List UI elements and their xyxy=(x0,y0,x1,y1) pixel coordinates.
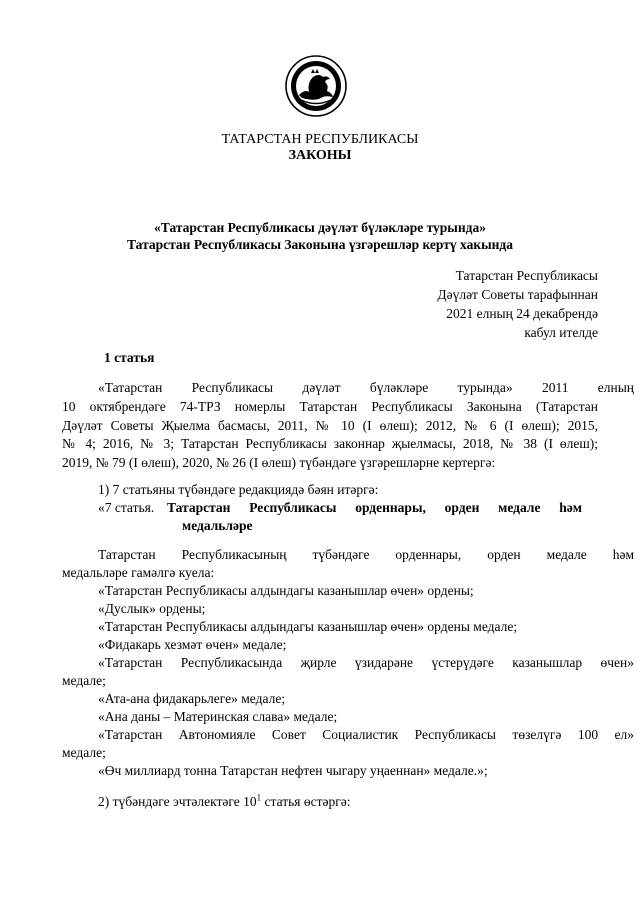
list-item: «Фидакарь хезмәт өчен» медале; xyxy=(98,637,287,652)
article7-title-line2: медальләре xyxy=(182,518,253,533)
list-item-cont: медале; xyxy=(62,745,106,760)
law-title-line2: Татарстан Республикасы Законына үзгәрешләр кертү хакында xyxy=(127,237,513,252)
list-line: Татарстан Республикасының түбәндәге орденнары, орден медале һәм xyxy=(98,547,634,562)
adoption-line: 2021 елның 24 декабрендә xyxy=(446,306,598,321)
list-item-cont: медале; xyxy=(62,673,106,688)
item2-sup: 1 xyxy=(256,792,262,803)
list-item: «Татарстан Республикасы алдындагы казанышлар өчен» ордены; xyxy=(98,583,474,598)
list-item: «Ата-ана фидакарьлеге» медале; xyxy=(98,691,286,706)
paragraph-line: 10 октябрендәге 74-ТРЗ номерлы Татарстан Республикасы Законына (Татарстан xyxy=(62,399,598,414)
item2-prefix: 2) түбәндәге эчтәлектәге 10 xyxy=(98,794,257,809)
article7-label: «7 статья. xyxy=(98,500,155,515)
list-item: «Ана даны – Материнская слава» медале; xyxy=(98,709,338,724)
list-item: «Татарстан Республикасында җирле үзидарәне үстерүдәге казанышлар өчен» xyxy=(98,655,634,670)
list-item: «Өч миллиард тонна Татарстан нефтен чыгару уңаеннан» медале.»; xyxy=(98,763,488,778)
paragraph-line: Дәүләт Советы Җыелма басмасы, 2011, № 10 (I өлеш); 2012, № 6 (I өлеш); 2015, xyxy=(62,418,598,433)
item2-suffix: статья өстәргә: xyxy=(261,794,351,809)
list-item: «Дуслык» ордены; xyxy=(98,601,206,616)
adoption-line: кабул ителде xyxy=(524,325,598,340)
article7-heading xyxy=(98,499,598,518)
amendment-item-1: 1) 7 статьяны түбәндәге редакциядә бәян итәргә: xyxy=(98,482,379,497)
article-heading: 1 статья xyxy=(104,350,155,365)
paragraph-line: 2019, № 79 (I өлеш), 2020, № 26 (I өлеш) түбәндәге үзгәрешләрне кертергә: xyxy=(62,455,496,470)
list-item: «Татарстан Республикасы алдындагы казанышлар өчен» ордены медале; xyxy=(98,619,518,634)
header-country: ТАТАРСТАН РЕСПУБЛИКАСЫ xyxy=(221,132,419,147)
adoption-block xyxy=(437,266,598,342)
list-line: медальләре гамәлгә куела: xyxy=(62,565,215,580)
header-law: ЗАКОНЫ xyxy=(288,148,352,163)
tatarstan-emblem-icon xyxy=(285,55,347,117)
adoption-line: Дәүләт Советы тарафыннан xyxy=(437,287,598,302)
paragraph-line: «Татарстан Республикасы дәүләт бүләкләре турында» 2011 елның xyxy=(98,380,634,395)
list-item: «Татарстан Автономияле Совет Социалистик Республикасы төзелүгә 100 ел» xyxy=(98,727,634,742)
adoption-line: Татарстан Республикасы xyxy=(455,268,598,283)
law-title-line1: «Татарстан Республикасы дәүләт бүләкләре турында» xyxy=(154,220,486,235)
article7-title-line1: Татарстан Республикасы орденнары, орден медале һәм xyxy=(166,500,582,515)
paragraph-line: № 4; 2016, № 3; Татарстан Республикасы законнар җыелмасы, 2018, № 38 (I өлеш); xyxy=(62,436,598,451)
amendment-item-2 xyxy=(62,793,634,812)
